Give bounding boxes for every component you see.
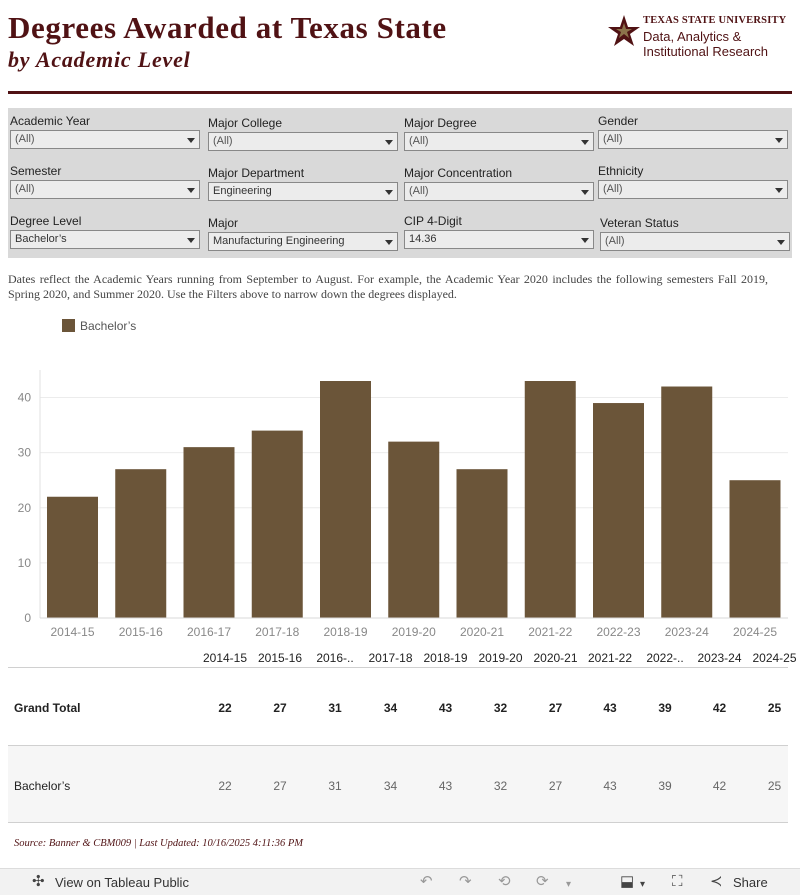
bar-chart [0, 360, 800, 645]
filter-label: Ethnicity [598, 164, 644, 178]
bar-2021-22 [525, 381, 576, 618]
share-button[interactable]: Share [733, 875, 768, 890]
filter-value: (All) [213, 135, 233, 147]
filter-label: Major College [208, 116, 283, 130]
share-icon[interactable]: ≺ [710, 873, 723, 890]
x-tick-label: 2016-17 [186, 625, 232, 639]
table-column-header: 2024-25 [752, 651, 797, 665]
table-cell: 31 [328, 779, 342, 793]
chevron-down-icon [581, 140, 589, 145]
table-column-header: 2022-.. [646, 651, 684, 665]
filter-label: Major Department [208, 166, 305, 180]
filter-value: (All) [409, 135, 429, 147]
fullscreen-icon[interactable]: ⛶ [672, 873, 683, 890]
refresh-icon[interactable]: ⟳ [536, 873, 549, 890]
filter-label: Major [208, 216, 239, 230]
table-column-header: 2020-21 [533, 651, 578, 665]
table-cell: 31 [328, 701, 342, 715]
undo-icon[interactable]: ↶ [420, 873, 433, 890]
filter-value: Bachelor’s [15, 233, 67, 245]
revert-icon[interactable]: ⟲ [498, 873, 511, 890]
filter-value: Engineering [213, 185, 272, 197]
filter-label: Major Degree [404, 116, 477, 130]
x-tick-label: 2014-15 [50, 625, 95, 639]
filter-cip-4-digit [404, 214, 594, 249]
filter-label: Semester [10, 164, 62, 178]
star-icon [607, 14, 641, 48]
bar-2014-15 [47, 497, 98, 618]
bar-2024-25 [730, 480, 781, 618]
row-label-grand-total: Grand Total [14, 701, 81, 715]
table-cell: 22 [218, 779, 232, 793]
page-title: Degrees Awarded at Texas State [8, 10, 447, 45]
bar-2017-18 [252, 431, 303, 618]
table-column-header: 2016-.. [316, 651, 354, 665]
page-subtitle: by Academic Level [8, 47, 191, 72]
y-tick-label: 30 [17, 445, 31, 460]
filter-panel [8, 108, 792, 258]
table-cell: 32 [493, 779, 508, 793]
university-logo [607, 14, 797, 64]
table-cell: 27 [548, 779, 563, 793]
filter-value: (All) [15, 183, 35, 195]
redo-icon[interactable]: ↷ [459, 873, 472, 890]
legend-swatch [62, 319, 75, 332]
table-cell: 34 [383, 779, 398, 793]
table-cell: 39 [658, 701, 672, 715]
view-on-tableau-link[interactable]: View on Tableau Public [55, 875, 189, 890]
filter-value: (All) [605, 235, 625, 247]
table-cell: 25 [767, 701, 782, 715]
table-cell: 25 [767, 779, 782, 793]
filter-major-concentration [404, 166, 594, 201]
logo-department-line1: Data, Analytics & [643, 29, 742, 44]
table-column-header: 2017-18 [368, 651, 413, 665]
major-department-select[interactable] [208, 182, 398, 201]
bar-2020-21 [457, 469, 508, 618]
chevron-down-icon [777, 240, 785, 245]
y-tick-label: 10 [17, 555, 31, 570]
bar-2019-20 [388, 442, 439, 618]
filter-major-degree [404, 116, 594, 151]
filter-major-college [208, 116, 398, 151]
table-column-header: 2019-20 [478, 651, 523, 665]
table-column-header: 2018-19 [423, 651, 468, 665]
table-cell: 27 [273, 779, 287, 793]
y-tick-label: 20 [17, 500, 31, 515]
filter-label: CIP 4-Digit [404, 214, 462, 228]
filter-major-department [208, 166, 398, 201]
bar-2018-19 [320, 381, 371, 618]
table-cell: 39 [658, 779, 672, 793]
veteran-status-select[interactable] [600, 232, 790, 251]
bar-2016-17 [184, 447, 235, 618]
x-tick-label: 2020-21 [459, 625, 505, 639]
download-icon[interactable]: ⬓ [620, 873, 635, 890]
filter-veteran-status [600, 216, 790, 251]
chevron-down-icon [385, 140, 393, 145]
table-cell: 43 [603, 701, 617, 715]
x-tick-label: 2019-20 [391, 625, 436, 639]
major-select[interactable] [208, 232, 398, 251]
chevron-down-icon [385, 190, 393, 195]
table-cell: 42 [712, 779, 727, 793]
filter-degree-level [10, 214, 200, 249]
filter-value: (All) [603, 133, 623, 145]
filter-label: Academic Year [10, 114, 91, 128]
table-cell: 27 [273, 701, 287, 715]
table-cell: 42 [712, 701, 727, 715]
academic-year-select[interactable] [10, 130, 200, 149]
filter-label: Veteran Status [600, 216, 679, 230]
table-column-header: 2015-16 [257, 651, 303, 665]
legend-label: Bachelor’s [80, 319, 137, 333]
table-column-header: 2014-15 [202, 651, 248, 665]
date-note: Dates reflect the Academic Years running from September to August. For example, the Academic Year 2020 includes the following semesters Fall 2019, Spring 2020, and Summer 2020. Use the Filters above to narrow down the degrees displayed. [8, 272, 768, 301]
x-tick-label: 2015-16 [118, 625, 163, 639]
refresh-dropdown-icon[interactable]: ▾ [566, 879, 572, 890]
major-concentration-select[interactable] [404, 182, 594, 201]
x-tick-label: 2023-24 [664, 625, 709, 639]
gender-select[interactable] [598, 130, 788, 149]
y-tick-label: 40 [17, 390, 31, 405]
dashboard-header [0, 0, 800, 96]
chevron-down-icon [775, 138, 783, 143]
table-cell: 34 [383, 701, 398, 715]
filter-label: Gender [598, 114, 639, 128]
table-cell: 43 [438, 701, 453, 715]
table-column-headers [0, 651, 800, 669]
bar-2023-24 [661, 387, 712, 618]
tableau-toolbar [0, 868, 800, 895]
table-cell: 22 [218, 701, 232, 715]
filter-value: Manufacturing Engineering [213, 235, 345, 247]
chevron-down-icon [581, 190, 589, 195]
x-tick-label: 2024-25 [732, 625, 778, 639]
chevron-down-icon [187, 238, 195, 243]
cip-4-digit-select[interactable] [404, 230, 594, 249]
filter-gender [598, 114, 788, 149]
logo-department [643, 29, 768, 59]
filter-ethnicity [598, 164, 788, 199]
table-divider [8, 822, 788, 823]
x-tick-label: 2017-18 [255, 625, 300, 639]
chevron-down-icon [187, 188, 195, 193]
x-tick-label: 2018-19 [323, 625, 368, 639]
degree-level-select[interactable] [10, 230, 200, 249]
download-dropdown-icon[interactable]: ▾ [640, 879, 646, 890]
chevron-down-icon [385, 240, 393, 245]
logo-department-line2: Institutional Research [643, 44, 769, 59]
tableau-logo-icon: ✣ [32, 873, 45, 890]
filter-label: Major Concentration [404, 166, 513, 180]
filter-label: Degree Level [10, 214, 82, 228]
major-degree-select[interactable] [404, 132, 594, 151]
x-tick-label: 2021-22 [528, 625, 573, 639]
filter-value: (All) [603, 183, 623, 195]
table-column-header: 2021-22 [587, 651, 633, 665]
semester-select[interactable] [10, 180, 200, 199]
table-cell: 43 [438, 779, 453, 793]
y-tick-label: 0 [24, 611, 31, 625]
major-college-select[interactable] [208, 132, 398, 151]
logo-university-name: TEXAS STATE UNIVERSITY [643, 15, 787, 26]
row-label-bachelors: Bachelor’s [14, 779, 71, 793]
x-tick-label: 2022-23 [596, 625, 641, 639]
bar-2022-23 [593, 403, 644, 618]
filter-value: 14.36 [409, 233, 437, 245]
table-cell: 27 [548, 701, 563, 715]
table-cell: 32 [493, 701, 508, 715]
ethnicity-select[interactable] [598, 180, 788, 199]
chevron-down-icon [187, 138, 195, 143]
filter-value: (All) [15, 133, 35, 145]
filter-value: (All) [409, 185, 429, 197]
table-cell: 43 [603, 779, 617, 793]
filter-semester [10, 164, 200, 199]
bar-2015-16 [115, 469, 166, 618]
chevron-down-icon [775, 188, 783, 193]
filter-academic-year [10, 114, 200, 149]
chevron-down-icon [581, 238, 589, 243]
source-note: Source: Banner & CBM009 | Last Updated: 10/16/2025 4:11:36 PM [14, 838, 303, 849]
filter-major [208, 216, 398, 251]
table-column-header: 2023-24 [697, 651, 742, 665]
header-divider [8, 91, 792, 94]
